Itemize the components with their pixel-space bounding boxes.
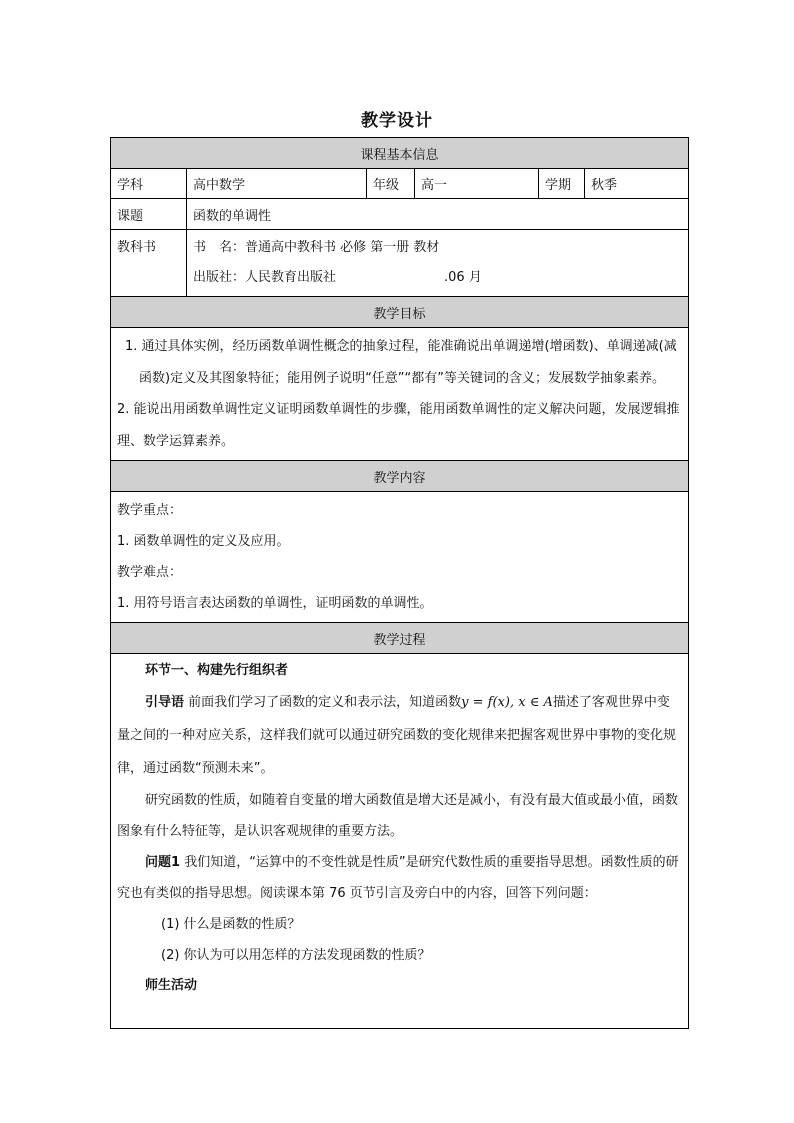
process-cell — [111, 654, 689, 1029]
intro-label: 引导语 — [145, 695, 185, 710]
topic-value: 函数的单调性 — [187, 199, 689, 230]
content-cell — [111, 492, 689, 623]
sub-question-1: (1) 什么是函数的性质？ — [161, 917, 301, 932]
intro-paragraph — [117, 686, 682, 785]
question1-text: 我们知道，“运算中的不变性就是性质”是研究代数性质的重要指导思想。函数性质的研究也有类似的指导思想。阅读课本第 76 页节引言及旁白中的内容，回答下列问题： — [117, 855, 679, 901]
difficulty-label: 教学难点： — [117, 565, 183, 580]
publisher-line — [193, 263, 682, 293]
objectives-cell — [111, 328, 689, 461]
section-header-basic-info: 课程基本信息 — [111, 138, 689, 169]
intro-text-a: 前面我们学习了函数的定义和表示法，知道函数 — [188, 695, 462, 710]
term-value: 秋季 — [585, 169, 689, 199]
key-point-item: 1. 函数单调性的定义及应用。 — [117, 534, 290, 549]
function-formula: y = f(x), x ∈ A — [461, 695, 553, 710]
question1-label: 问题1 — [145, 855, 181, 870]
grade-value: 高一 — [415, 169, 539, 199]
subject-label: 学科 — [111, 169, 187, 199]
section-header-content: 教学内容 — [111, 461, 689, 492]
objective-item-2: 2. 能说出用函数单调性定义证明函数单调性的步骤，能用函数单调性的定义解决问题，发展逻辑推理、数学运算素养。 — [117, 402, 680, 449]
objective-item-1: 1. 通过具体实例，经历函数单调性概念的抽象过程，能准确说出单调递增(增函数)、单调递减(减函数)定义及其图象特征；能用例子说明“任意”“都有”等关键词的含义；发展数学抽象素养。 — [125, 339, 677, 386]
document-title: 教学设计 — [361, 111, 433, 131]
intro-text-b: 描述了客观世界中变量之间的一种对应关系，这样我们就可以通过研究函数的变化规律来把握客观世界中事物的变化规律，通过函数“预测未来”。 — [117, 695, 677, 776]
book-name-line: 书 名：普通高中教科书 必修 第一册 教材 — [193, 240, 440, 255]
key-points-label: 教学重点： — [117, 503, 183, 518]
publish-date: .06 月 — [444, 270, 482, 285]
subject-value: 高中数学 — [187, 169, 367, 199]
difficulty-item: 1. 用符号语言表达函数的单调性，证明函数的单调性。 — [117, 596, 433, 611]
properties-paragraph: 研究函数的性质，如随着自变量的增大函数值是增大还是减小，有没有最大值或最小值，函数图象有什么特征等，是认识客观规律的重要方法。 — [117, 793, 679, 839]
textbook-info — [187, 230, 689, 297]
question1-paragraph — [117, 847, 682, 909]
term-label: 学期 — [539, 169, 585, 199]
step1-heading: 环节一、构建先行组织者 — [145, 663, 289, 678]
activity-heading: 师生活动 — [145, 978, 198, 993]
lesson-plan-table — [110, 137, 689, 1029]
topic-label: 课题 — [111, 199, 187, 230]
grade-label: 年级 — [367, 169, 415, 199]
publisher-name: 出版社：人民教育出版社 — [193, 270, 337, 285]
sub-question-2: (2) 你认为可以用怎样的方法发现函数的性质？ — [161, 948, 431, 963]
section-header-process: 教学过程 — [111, 623, 689, 654]
section-header-objectives: 教学目标 — [111, 297, 689, 328]
textbook-label: 教科书 — [111, 230, 187, 297]
